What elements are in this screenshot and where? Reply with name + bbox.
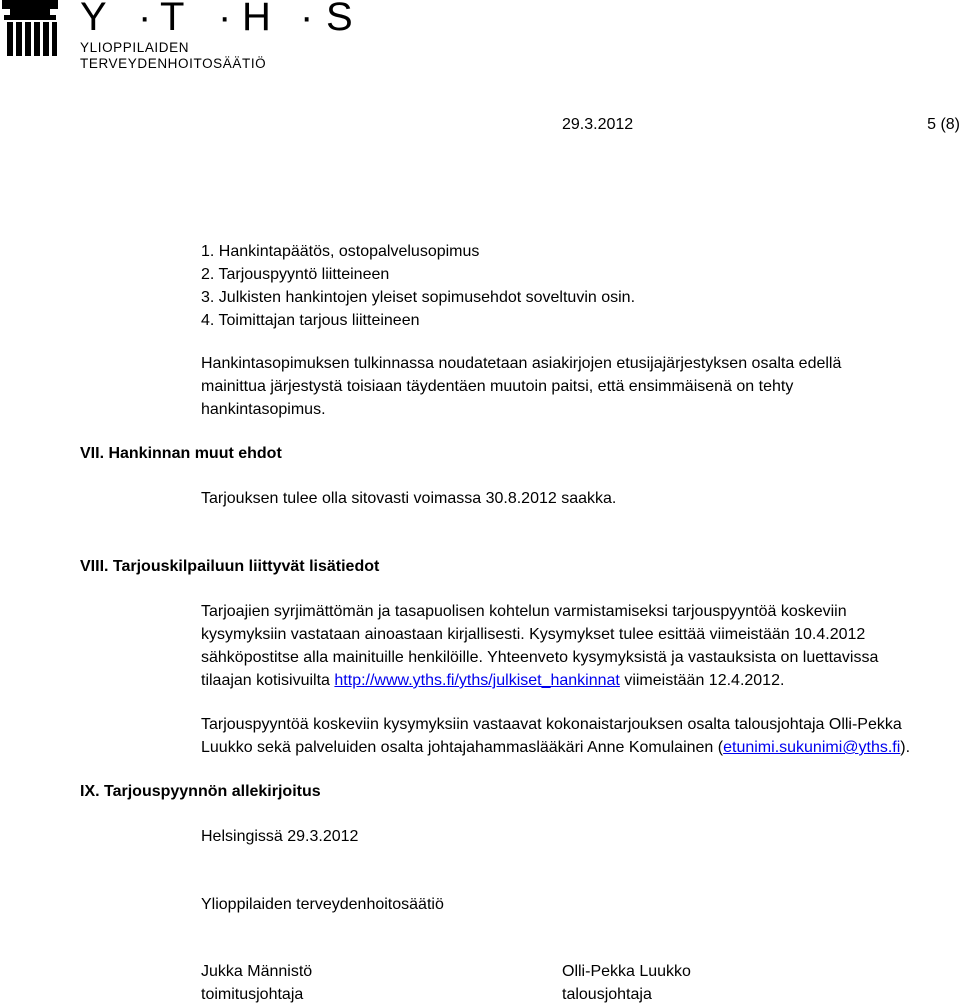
paragraph-line: hankintasopimus. — [201, 401, 326, 418]
list-item: 4. Toimittajan tarjous liitteineen — [201, 312, 420, 329]
paragraph-line: Hankintasopimuksen tulkinnassa noudatetaan asiakirjojen etusijajärjestyksen osalta edellä — [201, 355, 842, 372]
validity-text: Tarjouksen tulee olla sitovasti voimassa 30.8.2012 saakka. — [201, 490, 617, 507]
signer-name: Olli-Pekka Luukko — [562, 963, 691, 980]
paragraph-line: mainittua järjestystä toisiaan täydentäen muutoin paitsi, että ensimmäisenä on tehty — [201, 378, 794, 395]
logo-letter-y: Y — [80, 0, 109, 39]
section-heading-viii: VIII. Tarjouskilpailuun liittyvät lisätiedot — [80, 558, 380, 575]
logo-letter-h: H — [242, 0, 273, 39]
column-emblem-icon — [2, 0, 58, 56]
questions-paragraph — [201, 600, 878, 692]
list-item: 2. Tarjouspyyntö liitteineen — [201, 266, 390, 283]
paragraph-line: Tarjoajien syrjimättömän ja tasapuolisen kohtelun varmistamiseksi tarjouspyyntöä koskeviin — [201, 603, 847, 620]
paragraph-line — [201, 736, 910, 759]
document-list — [201, 240, 635, 332]
document-date: 29.3.2012 — [562, 116, 634, 133]
page-number: 5 (8) — [927, 116, 960, 133]
paragraph-line: Tarjouspyyntöä koskeviin kysymyksiin vastaavat kokonaistarjouksen osalta talousjohtaja Olli-Pekka — [201, 716, 902, 733]
logo-letter-t: T — [160, 0, 187, 39]
text-span: Luukko sekä palveluiden osalta johtajahammaslääkäri Anne Komulainen ( — [201, 739, 724, 756]
logo — [0, 0, 370, 71]
contacts-paragraph — [201, 713, 910, 759]
list-item: 3. Julkisten hankintojen yleiset sopimusehdot soveltuvin osin. — [201, 289, 636, 306]
section-heading-ix: IX. Tarjouspyynnön allekirjoitus — [80, 783, 321, 800]
logo-subtitle: YLIOPPILAIDEN TERVEYDENHOITOSÄÄTIÖ — [80, 40, 267, 71]
organization-name: Ylioppilaiden terveydenhoitosäätiö — [201, 896, 444, 913]
paragraph-line — [201, 669, 878, 692]
logo-dot: · — [218, 0, 234, 39]
text-span: ). — [900, 739, 911, 756]
priority-paragraph — [201, 352, 841, 421]
signer-name: Jukka Männistö — [201, 963, 313, 980]
paragraph-line: sähköpostitse alla mainituille henkilöille. Yhteenveto kysymyksistä ja vastauksista on luettavissa — [201, 649, 879, 666]
paragraph-line: kysymyksiin vastataan ainoastaan kirjallisesti. Kysymykset tulee esittää viimeistään 10.4.2012 — [201, 626, 866, 643]
section-heading-vii: VII. Hankinnan muut ehdot — [80, 445, 282, 462]
logo-dot: · — [138, 0, 154, 39]
signer-2 — [562, 960, 691, 1006]
signer-title: toimitusjohtaja — [201, 986, 304, 1003]
logo-letter-s: S — [326, 0, 355, 39]
list-item: 1. Hankintapäätös, ostopalvelusopimus — [201, 243, 480, 260]
logo-dot: · — [300, 0, 316, 39]
procurement-link[interactable]: http://www.yths.fi/yths/julkiset_hankinnat — [334, 672, 620, 689]
signer-1 — [201, 960, 312, 1006]
text-span: viimeistään 12.4.2012. — [619, 672, 785, 689]
email-link[interactable]: etunimi.sukunimi@yths.fi — [723, 739, 901, 756]
signer-title: talousjohtaja — [562, 986, 652, 1003]
place-date: Helsingissä 29.3.2012 — [201, 828, 359, 845]
text-span: tilaajan kotisivuilta — [201, 672, 335, 689]
